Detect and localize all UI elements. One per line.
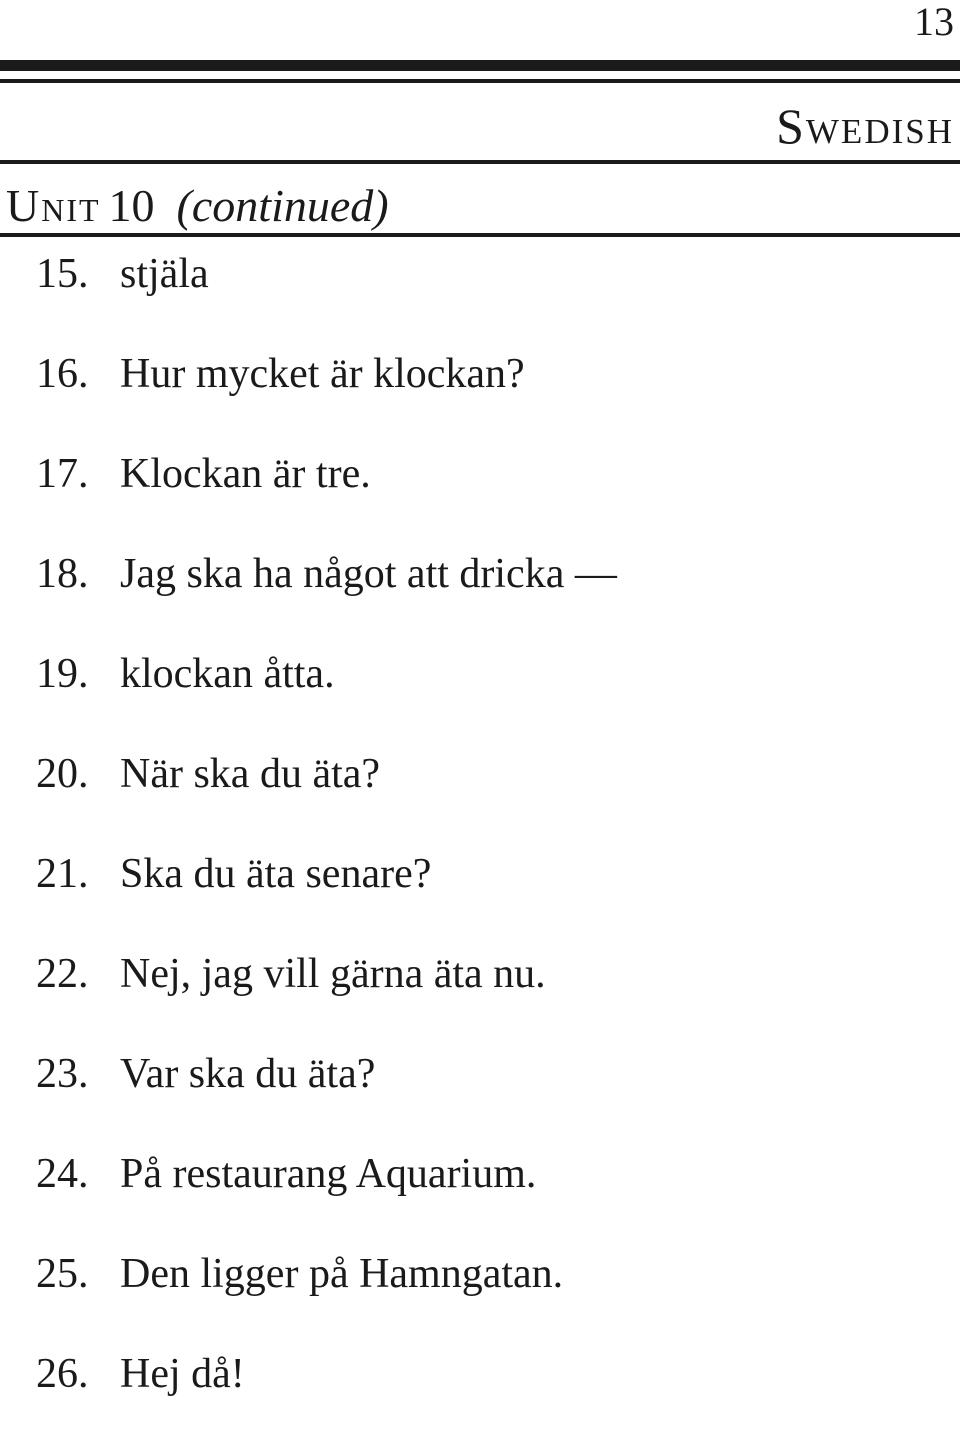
list-item bbox=[0, 1148, 960, 1248]
list-item bbox=[0, 948, 960, 1048]
item-text: klockan åtta. bbox=[120, 651, 335, 697]
section-rule bbox=[0, 160, 960, 164]
item-number: 24. bbox=[36, 1151, 89, 1197]
unit-heading bbox=[6, 178, 389, 234]
item-number: 25. bbox=[36, 1251, 89, 1297]
unit-heading-rule bbox=[0, 233, 960, 237]
item-text: Klockan är tre. bbox=[120, 451, 371, 497]
list-item bbox=[0, 1048, 960, 1148]
item-text: När ska du äta? bbox=[120, 751, 381, 797]
unit-word: Unit bbox=[6, 180, 101, 231]
item-number: 15. bbox=[36, 251, 89, 297]
item-text: Ska du äta senare? bbox=[120, 851, 432, 897]
item-text: Hej då! bbox=[120, 1351, 245, 1397]
item-text: På restaurang Aquarium. bbox=[120, 1151, 537, 1197]
item-text: Hur mycket är klockan? bbox=[120, 351, 525, 397]
item-number: 20. bbox=[36, 751, 89, 797]
item-number: 19. bbox=[36, 651, 89, 697]
header-rule-thin bbox=[0, 79, 960, 83]
header-rule-thick bbox=[0, 60, 960, 71]
item-number: 23. bbox=[36, 1051, 89, 1097]
list-item bbox=[0, 248, 960, 348]
item-number: 17. bbox=[36, 451, 89, 497]
list-item bbox=[0, 648, 960, 748]
list-item bbox=[0, 748, 960, 848]
item-number: 22. bbox=[36, 951, 89, 997]
phrase-list bbox=[0, 248, 960, 1448]
item-number: 16. bbox=[36, 351, 89, 397]
list-item bbox=[0, 448, 960, 548]
unit-number: 10 bbox=[108, 180, 155, 231]
language-label: Swedish bbox=[776, 98, 954, 154]
item-number: 26. bbox=[36, 1351, 89, 1397]
list-item bbox=[0, 1348, 960, 1448]
page-number: 13 bbox=[914, 0, 954, 44]
item-text: stjäla bbox=[120, 251, 209, 297]
list-item bbox=[0, 348, 960, 448]
item-number: 21. bbox=[36, 851, 89, 897]
item-text: Var ska du äta? bbox=[120, 1051, 376, 1097]
item-number: 18. bbox=[36, 551, 89, 597]
item-text: Nej, jag vill gärna äta nu. bbox=[120, 951, 546, 997]
list-item bbox=[0, 848, 960, 948]
list-item bbox=[0, 548, 960, 648]
unit-continued: (continued) bbox=[176, 180, 389, 231]
list-item bbox=[0, 1248, 960, 1348]
item-text: Jag ska ha något att dricka — bbox=[120, 551, 617, 597]
item-text: Den ligger på Hamngatan. bbox=[120, 1251, 564, 1297]
